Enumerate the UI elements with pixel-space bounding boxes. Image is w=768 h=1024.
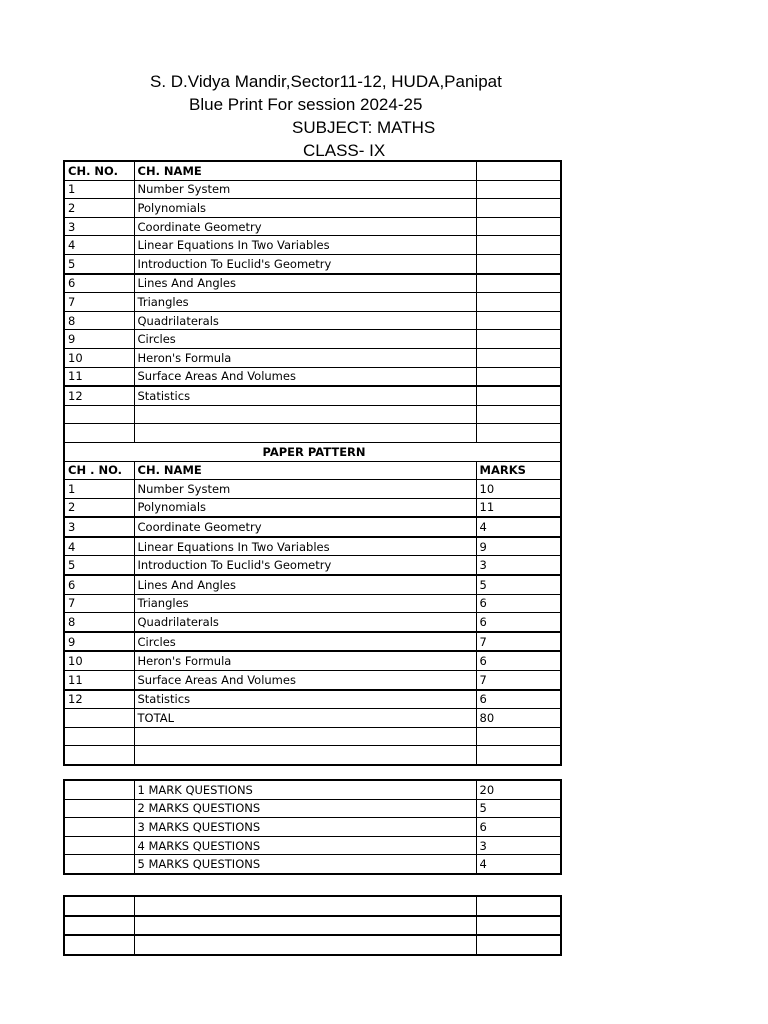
total-label: TOTAL — [134, 709, 476, 728]
ch-name-cell: Number System — [134, 180, 476, 199]
table-row — [64, 556, 561, 575]
table-row — [64, 517, 561, 537]
empty-cell — [476, 236, 561, 255]
subject-label: SUBJECT: MATHS — [292, 118, 436, 137]
empty-cell — [476, 330, 561, 349]
ch-no-cell: 3 — [64, 517, 134, 537]
table-header-row — [64, 461, 561, 480]
ch-no-cell: 1 — [64, 180, 134, 199]
question-types-table — [63, 779, 562, 875]
ch-name-cell: Introduction To Euclid's Geometry — [134, 556, 476, 575]
total-row — [64, 709, 561, 728]
table-row — [64, 780, 561, 799]
ch-name-cell: Lines And Angles — [134, 575, 476, 594]
ch-name-cell: Circles — [134, 632, 476, 652]
ch-no-cell: 9 — [64, 330, 134, 349]
ch-no-cell: 11 — [64, 367, 134, 386]
table-row — [64, 594, 561, 613]
marks-cell: 3 — [476, 556, 561, 575]
table-row — [64, 480, 561, 499]
table-row — [64, 836, 561, 855]
ch-name-cell: Triangles — [134, 293, 476, 312]
empty-row — [64, 405, 561, 424]
empty-cell — [476, 199, 561, 218]
empty-cell — [64, 709, 134, 728]
empty-row — [64, 935, 561, 955]
blueprint-table — [63, 160, 562, 766]
marks-cell: 7 — [476, 632, 561, 652]
ch-no-cell: 12 — [64, 386, 134, 405]
ch-name-cell: Surface Areas And Volumes — [134, 671, 476, 690]
table-row — [64, 311, 561, 330]
empty-cell — [476, 254, 561, 273]
table-row — [64, 293, 561, 312]
empty-cell — [476, 293, 561, 312]
empty-cell — [476, 367, 561, 386]
ch-name-cell: Heron's Formula — [134, 348, 476, 367]
table-row — [64, 386, 561, 405]
empty-row — [64, 916, 561, 936]
ch-name-cell: Linear Equations In Two Variables — [134, 236, 476, 255]
marks-cell: 4 — [476, 517, 561, 537]
ch-no-cell: 6 — [64, 274, 134, 293]
ch-name-cell: Circles — [134, 330, 476, 349]
paper-pattern-title-row — [64, 442, 561, 461]
ch-no-header: CH. NO. — [64, 161, 134, 180]
table-header-row — [64, 161, 561, 180]
table-row — [64, 537, 561, 556]
marks-cell: 7 — [476, 671, 561, 690]
ch-name-cell: Heron's Formula — [134, 651, 476, 670]
ch-name-cell: Coordinate Geometry — [134, 517, 476, 537]
ch-name-cell: Quadrilaterals — [134, 311, 476, 330]
question-count: 5 — [476, 799, 561, 818]
paper-pattern-title: PAPER PATTERN — [64, 442, 561, 461]
question-type-label: 1 MARK QUESTIONS — [134, 780, 476, 799]
empty-cell — [476, 274, 561, 293]
ch-no-cell: 2 — [64, 199, 134, 218]
table-row — [64, 236, 561, 255]
empty-cell — [64, 855, 134, 874]
ch-no-cell: 5 — [64, 556, 134, 575]
ch-no-cell: 5 — [64, 254, 134, 273]
blueprint-session: Blue Print For session 2024-25 — [189, 95, 423, 114]
empty-cell — [64, 836, 134, 855]
ch-name-header: CH. NAME — [134, 161, 476, 180]
ch-name-cell: Surface Areas And Volumes — [134, 367, 476, 386]
table-row — [64, 855, 561, 874]
table-row — [64, 613, 561, 632]
ch-no-cell: 10 — [64, 651, 134, 670]
table-row — [64, 199, 561, 218]
table-row — [64, 818, 561, 837]
ch-name-cell: Statistics — [134, 386, 476, 405]
table-row — [64, 330, 561, 349]
question-count: 3 — [476, 836, 561, 855]
ch-no-cell: 2 — [64, 498, 134, 517]
ch-no-cell: 12 — [64, 690, 134, 709]
marks-cell: 9 — [476, 537, 561, 556]
ch-name-cell: Statistics — [134, 690, 476, 709]
ch-no-cell: 8 — [64, 613, 134, 632]
ch-name-cell: Introduction To Euclid's Geometry — [134, 254, 476, 273]
empty-cell — [476, 217, 561, 236]
ch-name-cell: Polynomials — [134, 199, 476, 218]
table-row — [64, 632, 561, 652]
marks-cell: 10 — [476, 480, 561, 499]
ch-name-cell: Coordinate Geometry — [134, 217, 476, 236]
ch-no-cell: 1 — [64, 480, 134, 499]
empty-cell — [476, 180, 561, 199]
table-row — [64, 348, 561, 367]
ch-no-cell: 7 — [64, 293, 134, 312]
table-row — [64, 254, 561, 273]
marks-cell: 6 — [476, 690, 561, 709]
ch-name-header: CH. NAME — [134, 461, 476, 480]
ch-name-cell: Triangles — [134, 594, 476, 613]
ch-no-header: CH . NO. — [64, 461, 134, 480]
ch-no-cell: 4 — [64, 236, 134, 255]
question-count: 4 — [476, 855, 561, 874]
marks-header: MARKS — [476, 461, 561, 480]
empty-cell — [476, 348, 561, 367]
empty-cell — [476, 311, 561, 330]
table-row — [64, 799, 561, 818]
class-label: CLASS- IX — [303, 141, 386, 160]
table-row — [64, 498, 561, 517]
question-type-label: 5 MARKS QUESTIONS — [134, 855, 476, 874]
marks-cell: 11 — [476, 498, 561, 517]
ch-no-cell: 10 — [64, 348, 134, 367]
question-type-label: 3 MARKS QUESTIONS — [134, 818, 476, 837]
question-type-label: 4 MARKS QUESTIONS — [134, 836, 476, 855]
question-count: 20 — [476, 780, 561, 799]
school-name: S. D.Vidya Mandir,Sector11-12, HUDA,Panipat — [150, 72, 502, 91]
empty-cell — [64, 818, 134, 837]
ch-name-cell: Lines And Angles — [134, 274, 476, 293]
table-row — [64, 274, 561, 293]
marks-cell: 6 — [476, 651, 561, 670]
ch-name-cell: Linear Equations In Two Variables — [134, 537, 476, 556]
table-row — [64, 690, 561, 709]
table-row — [64, 180, 561, 199]
empty-cell — [64, 780, 134, 799]
ch-no-cell: 8 — [64, 311, 134, 330]
empty-cell — [64, 799, 134, 818]
ch-no-cell: 6 — [64, 575, 134, 594]
table-row — [64, 217, 561, 236]
total-marks: 80 — [476, 709, 561, 728]
empty-row — [64, 727, 561, 746]
empty-row — [64, 746, 561, 765]
ch-name-cell: Number System — [134, 480, 476, 499]
marks-cell: 6 — [476, 594, 561, 613]
question-count: 6 — [476, 818, 561, 837]
empty-cell — [476, 386, 561, 405]
marks-cell: 5 — [476, 575, 561, 594]
empty-row — [64, 896, 561, 916]
table-row — [64, 671, 561, 690]
ch-no-cell: 9 — [64, 632, 134, 652]
ch-no-cell: 4 — [64, 537, 134, 556]
table-row — [64, 367, 561, 386]
marks-cell: 6 — [476, 613, 561, 632]
empty-table — [63, 895, 562, 956]
question-type-label: 2 MARKS QUESTIONS — [134, 799, 476, 818]
ch-no-cell: 11 — [64, 671, 134, 690]
ch-name-cell: Quadrilaterals — [134, 613, 476, 632]
table-row — [64, 575, 561, 594]
ch-no-cell: 7 — [64, 594, 134, 613]
ch-no-cell: 3 — [64, 217, 134, 236]
empty-row — [64, 424, 561, 443]
empty-cell — [476, 161, 561, 180]
table-row — [64, 651, 561, 670]
ch-name-cell: Polynomials — [134, 498, 476, 517]
